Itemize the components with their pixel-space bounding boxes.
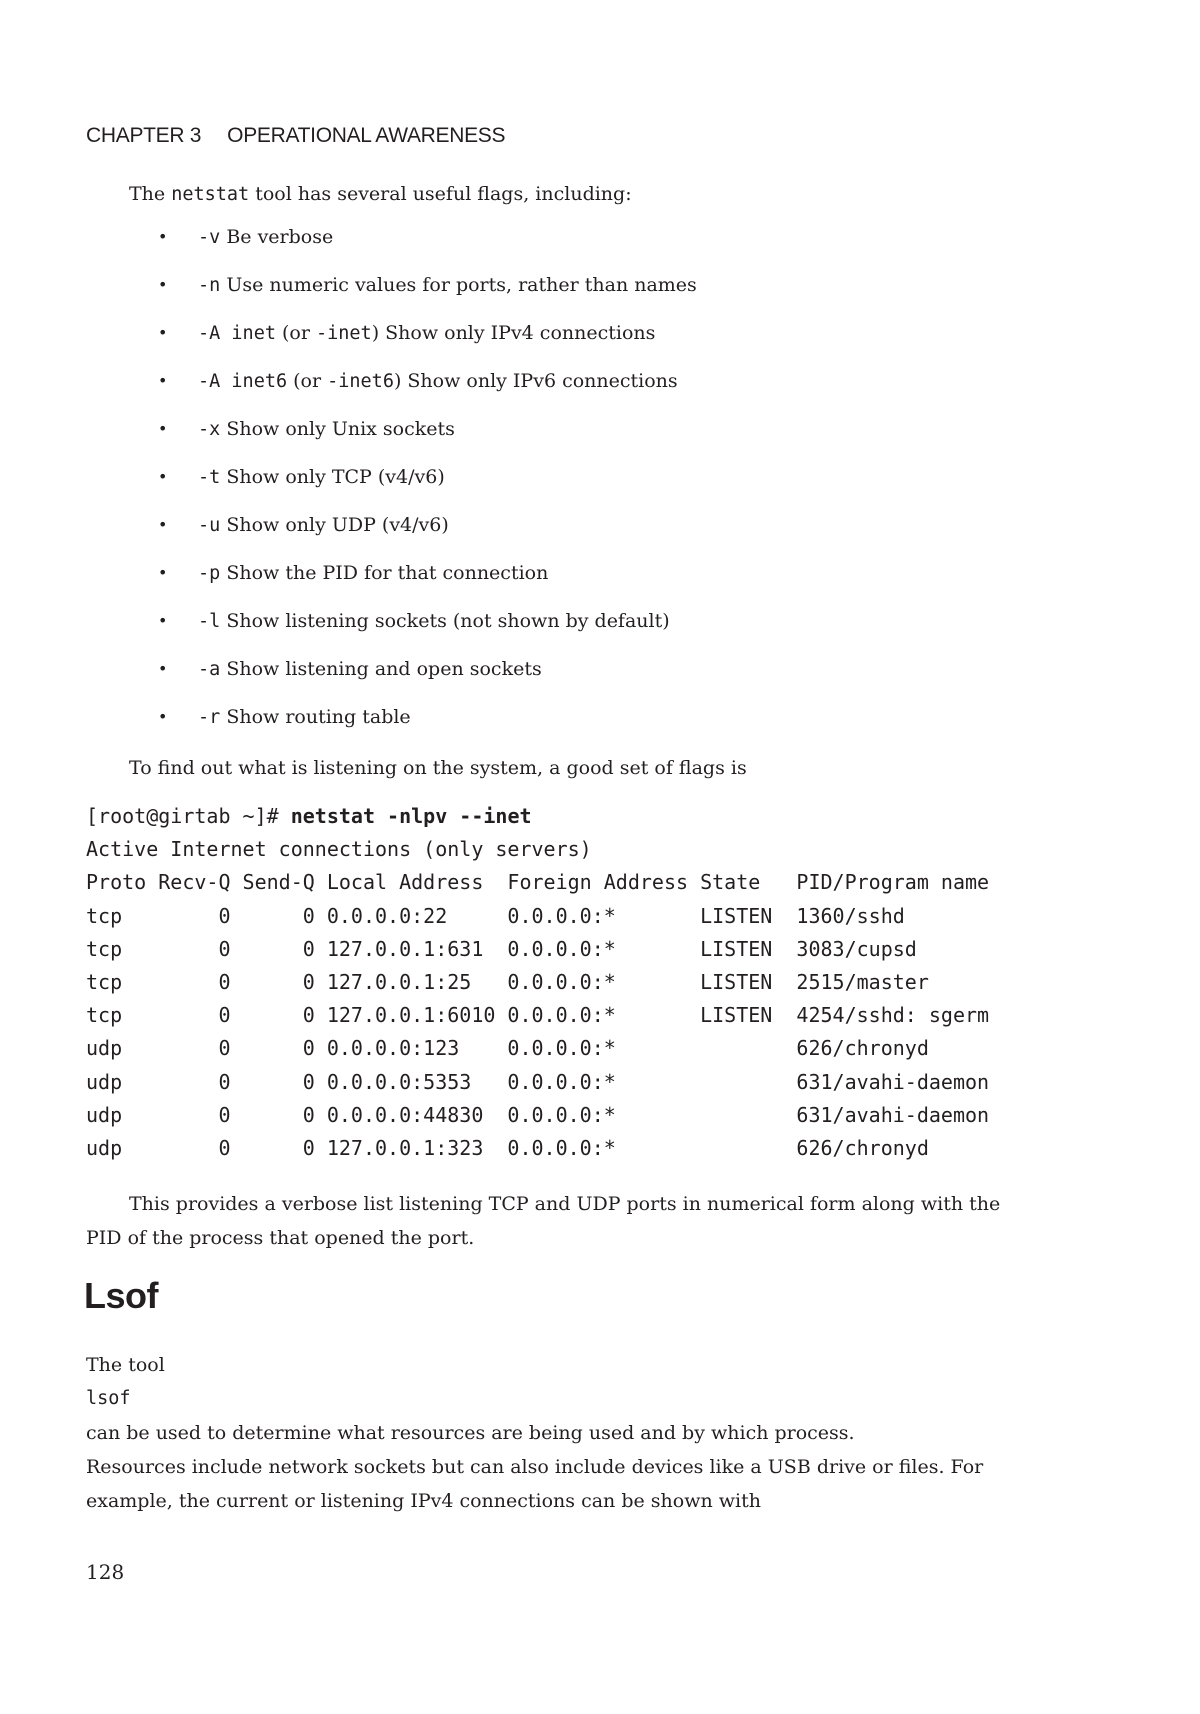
bullet-icon: • bbox=[158, 515, 168, 534]
terminal-row: udp 0 0 0.0.0.0:5353 0.0.0.0:* 631/avahi-daemon bbox=[86, 1069, 990, 1094]
flag-item bbox=[150, 700, 697, 748]
flag-aside: (or bbox=[287, 370, 328, 392]
flag-description: Show listening and open sockets bbox=[220, 658, 542, 680]
flag-item bbox=[150, 316, 697, 364]
section-heading: Lsof bbox=[84, 1275, 158, 1316]
flag-description: Show only TCP (v4/v6) bbox=[220, 466, 445, 488]
flag-description: Show only UDP (v4/v6) bbox=[220, 514, 449, 536]
bullet-icon: • bbox=[158, 323, 168, 342]
chapter-title: OPERATIONAL AWARENESS bbox=[227, 124, 506, 147]
terminal-output bbox=[86, 800, 989, 1165]
bullet-icon: • bbox=[158, 659, 168, 678]
flag-item bbox=[150, 268, 697, 316]
flag-description: ) Show only IPv6 connections bbox=[393, 370, 678, 392]
flag-description: Show only Unix sockets bbox=[220, 418, 455, 440]
flag-item bbox=[150, 364, 697, 412]
terminal-row: tcp 0 0 0.0.0.0:22 0.0.0.0:* LISTEN 1360/sshd bbox=[86, 903, 905, 928]
shell-prompt: [root@girtab ~]# bbox=[86, 804, 291, 828]
bullet-icon: • bbox=[158, 371, 168, 390]
bullet-icon: • bbox=[158, 227, 168, 246]
flag-item bbox=[150, 412, 697, 460]
terminal-row: tcp 0 0 127.0.0.1:25 0.0.0.0:* LISTEN 2515/master bbox=[86, 970, 929, 995]
flag-description: Show routing table bbox=[220, 706, 411, 728]
flag-description: ) Show only IPv4 connections bbox=[371, 322, 656, 344]
explanation-line-1: This provides a verbose list listening TCP and UDP ports in numerical form along with the bbox=[129, 1193, 1001, 1215]
chapter-label: CHAPTER 3 bbox=[86, 124, 202, 147]
bullet-icon: • bbox=[158, 467, 168, 486]
flag-item bbox=[150, 604, 697, 652]
lead-in-paragraph: To find out what is listening on the system, a good set of flags is bbox=[129, 757, 747, 779]
flag-code: -n bbox=[198, 275, 221, 296]
lsof-paragraph bbox=[86, 1348, 983, 1518]
intro-paragraph: The netstat tool has several useful flags, including: bbox=[129, 183, 632, 205]
terminal-row: tcp 0 0 127.0.0.1:6010 0.0.0.0:* LISTEN 4254/sshd: sgerm bbox=[86, 1003, 990, 1028]
flag-item bbox=[150, 652, 697, 700]
flag-code: -l bbox=[198, 611, 221, 632]
bullet-icon: • bbox=[158, 563, 168, 582]
shell-command: netstat -nlpv --inet bbox=[290, 804, 532, 828]
flag-code: -x bbox=[198, 419, 221, 440]
flag-code: -a bbox=[198, 659, 221, 680]
flag-code: -A inet6 bbox=[198, 371, 288, 392]
flag-code: -u bbox=[198, 515, 221, 536]
terminal-header-row: Proto Recv-Q Send-Q Local Address Foreign Address State PID/Program name bbox=[86, 870, 990, 895]
flag-code: -A inet bbox=[198, 323, 276, 344]
lsof-line-3: example, the current or listening IPv4 connections can be shown with bbox=[86, 1490, 761, 1512]
flag-code: -p bbox=[198, 563, 221, 584]
flag-list bbox=[150, 220, 697, 748]
running-head bbox=[86, 124, 505, 148]
terminal-status-line: Active Internet connections (only servers) bbox=[86, 837, 592, 862]
bullet-icon: • bbox=[158, 707, 168, 726]
flag-description: Use numeric values for ports, rather than names bbox=[220, 274, 697, 296]
flag-description: Show the PID for that connection bbox=[220, 562, 549, 584]
flag-code: -r bbox=[198, 707, 221, 728]
terminal-row: udp 0 0 127.0.0.1:323 0.0.0.0:* 626/chronyd bbox=[86, 1136, 929, 1161]
terminal-row: tcp 0 0 127.0.0.1:631 0.0.0.0:* LISTEN 3083/cupsd bbox=[86, 936, 917, 961]
terminal-row: udp 0 0 0.0.0.0:44830 0.0.0.0:* 631/avahi-daemon bbox=[86, 1102, 990, 1127]
lsof-line-2: Resources include network sockets but can also include devices like a USB drive or files. For bbox=[86, 1456, 984, 1478]
flag-code: -t bbox=[198, 467, 221, 488]
flag-aside: (or bbox=[275, 322, 316, 344]
page-number: 128 bbox=[86, 1560, 125, 1584]
flag-description: Be verbose bbox=[220, 226, 334, 248]
bullet-icon: • bbox=[158, 275, 168, 294]
terminal-row: udp 0 0 0.0.0.0:123 0.0.0.0:* 626/chronyd bbox=[86, 1036, 929, 1061]
lsof-line-1: The tool lsof can be used to determine what resources are being used and by which process. bbox=[86, 1348, 983, 1450]
bullet-icon: • bbox=[158, 611, 168, 630]
flag-item bbox=[150, 220, 697, 268]
flag-code-alt: -inet6 bbox=[327, 371, 394, 392]
terminal-lines bbox=[86, 837, 989, 1160]
explanation-line-2: PID of the process that opened the port. bbox=[86, 1227, 475, 1249]
flag-description: Show listening sockets (not shown by default) bbox=[220, 610, 670, 632]
netstat-code: netstat bbox=[171, 184, 250, 205]
flag-code-alt: -inet bbox=[315, 323, 372, 344]
flag-item bbox=[150, 556, 697, 604]
flag-item bbox=[150, 460, 697, 508]
flag-code: -v bbox=[198, 227, 221, 248]
lsof-code: lsof bbox=[86, 1388, 131, 1409]
explanation-paragraph bbox=[86, 1187, 1086, 1255]
flag-item bbox=[150, 508, 697, 556]
bullet-icon: • bbox=[158, 419, 168, 438]
